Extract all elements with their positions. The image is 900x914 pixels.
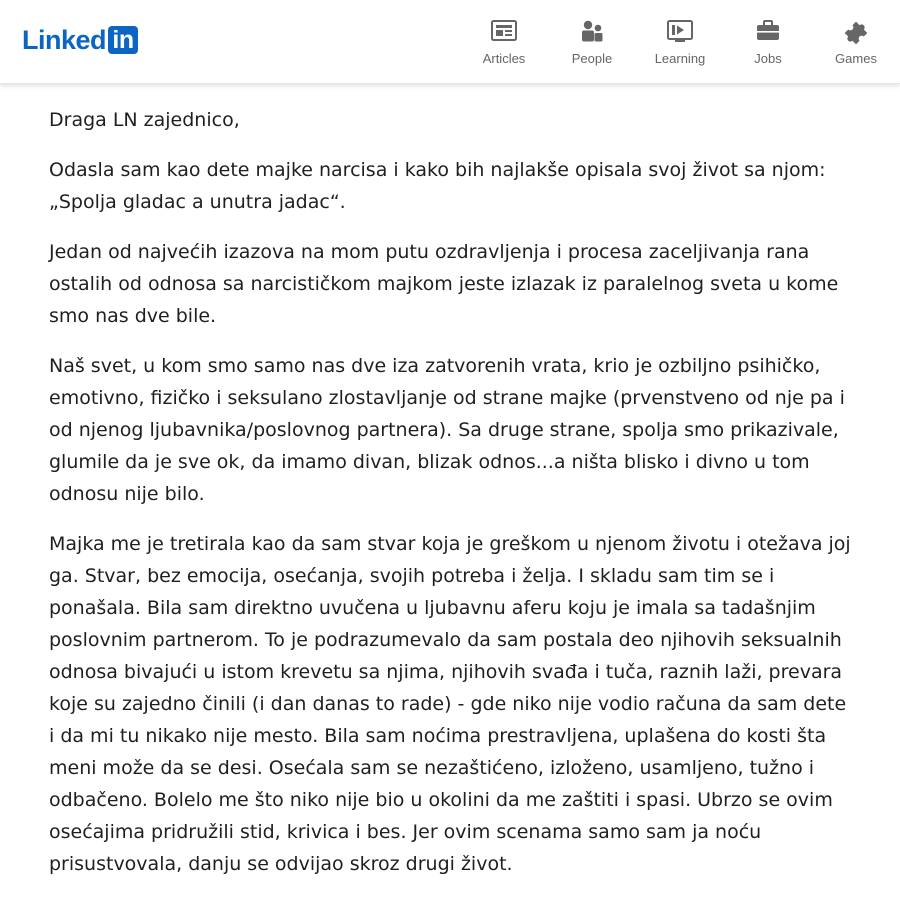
nav-jobs[interactable] bbox=[724, 0, 812, 84]
logo-in-box: in bbox=[108, 26, 138, 54]
jobs-icon bbox=[754, 18, 782, 44]
nav-learning[interactable] bbox=[636, 0, 724, 84]
article-paragraph: Jedan od najvećih izazova na mom putu ozdravljenja i procesa zaceljivanja rana ostalih od odnosa sa narcističkom majkom jeste izlazak iz paralelnog sveta u kome smo nas dve bile. bbox=[49, 241, 839, 327]
puzzle-icon bbox=[842, 18, 870, 44]
nav-people[interactable] bbox=[548, 0, 636, 84]
nav-games[interactable] bbox=[812, 0, 900, 84]
main-nav bbox=[460, 0, 900, 84]
nav-articles-label: Articles bbox=[482, 51, 526, 66]
top-navbar bbox=[0, 0, 900, 84]
article-paragraph: Odasla sam kao dete majke narcisa i kako bih najlakše opisala svoj život sa njom: „Spolja gladac a unutra jadac“. bbox=[49, 159, 826, 213]
articles-icon bbox=[490, 18, 518, 44]
nav-people-label: People bbox=[571, 51, 613, 66]
learning-icon bbox=[666, 18, 694, 44]
article-body bbox=[0, 84, 900, 880]
nav-articles[interactable] bbox=[460, 0, 548, 84]
nav-games-label: Games bbox=[835, 51, 877, 66]
article-paragraph: Naš svet, u kom smo samo nas dve iza zatvorenih vrata, krio je ozbiljno psihičko, emotivno, fizičko i seksulano zlostavljanje od strane majke (prvenstveno od nje pa i od njenog ljubavnika/poslovnog partnera). Sa druge strane, spolja smo prikazivale, glumile da je sve ok, da imamo divan, blizak odnos...a ništa blisko i divno u tom odnosu nije bilo. bbox=[49, 355, 845, 505]
nav-learning-label: Learning bbox=[654, 51, 706, 66]
linkedin-logo[interactable] bbox=[22, 25, 138, 55]
article-paragraph: Majka me je tretirala kao da sam stvar koja je greškom u njenom životu i otežava joj ga. Stvar, bez emocija, osećanja, svojih potreba i želja. I skladu sam tim se i ponašala. Bila sam direktno uvučena u ljubavnu aferu koju je imala sa tadašnjim poslovnim partnerom. To je podrazumevalo da sam postala deo njihovih seksualnih odnosa bivajući u istom krevetu sa njima, njihovih svađa i tuča, raznih laži, prevara koje su zajedno činili (i dan danas to rade) - gde niko nije vodio računa da sam dete i da mi tu nikako nije mesto. Bila sam noćima prestravljena, uplašena do kosti šta meni može da se desi. Osećala sam se nezaštićeno, izloženo, usamljeno, tužno i odbačeno. Bolelo me što niko nije bio u okolini da me zaštiti i spasi. Ubrzo se ovim osećajima pridružili stid, krivica i bes. Jer ovim scenama samo sam ja noću prisustvovala, danju se odvijao skroz drugi život. bbox=[49, 533, 851, 875]
nav-jobs-label: Jobs bbox=[754, 51, 782, 66]
article-paragraph: Draga LN zajednico, bbox=[49, 109, 240, 131]
logo-wordmark: Linked bbox=[22, 25, 107, 55]
people-icon bbox=[578, 18, 606, 44]
